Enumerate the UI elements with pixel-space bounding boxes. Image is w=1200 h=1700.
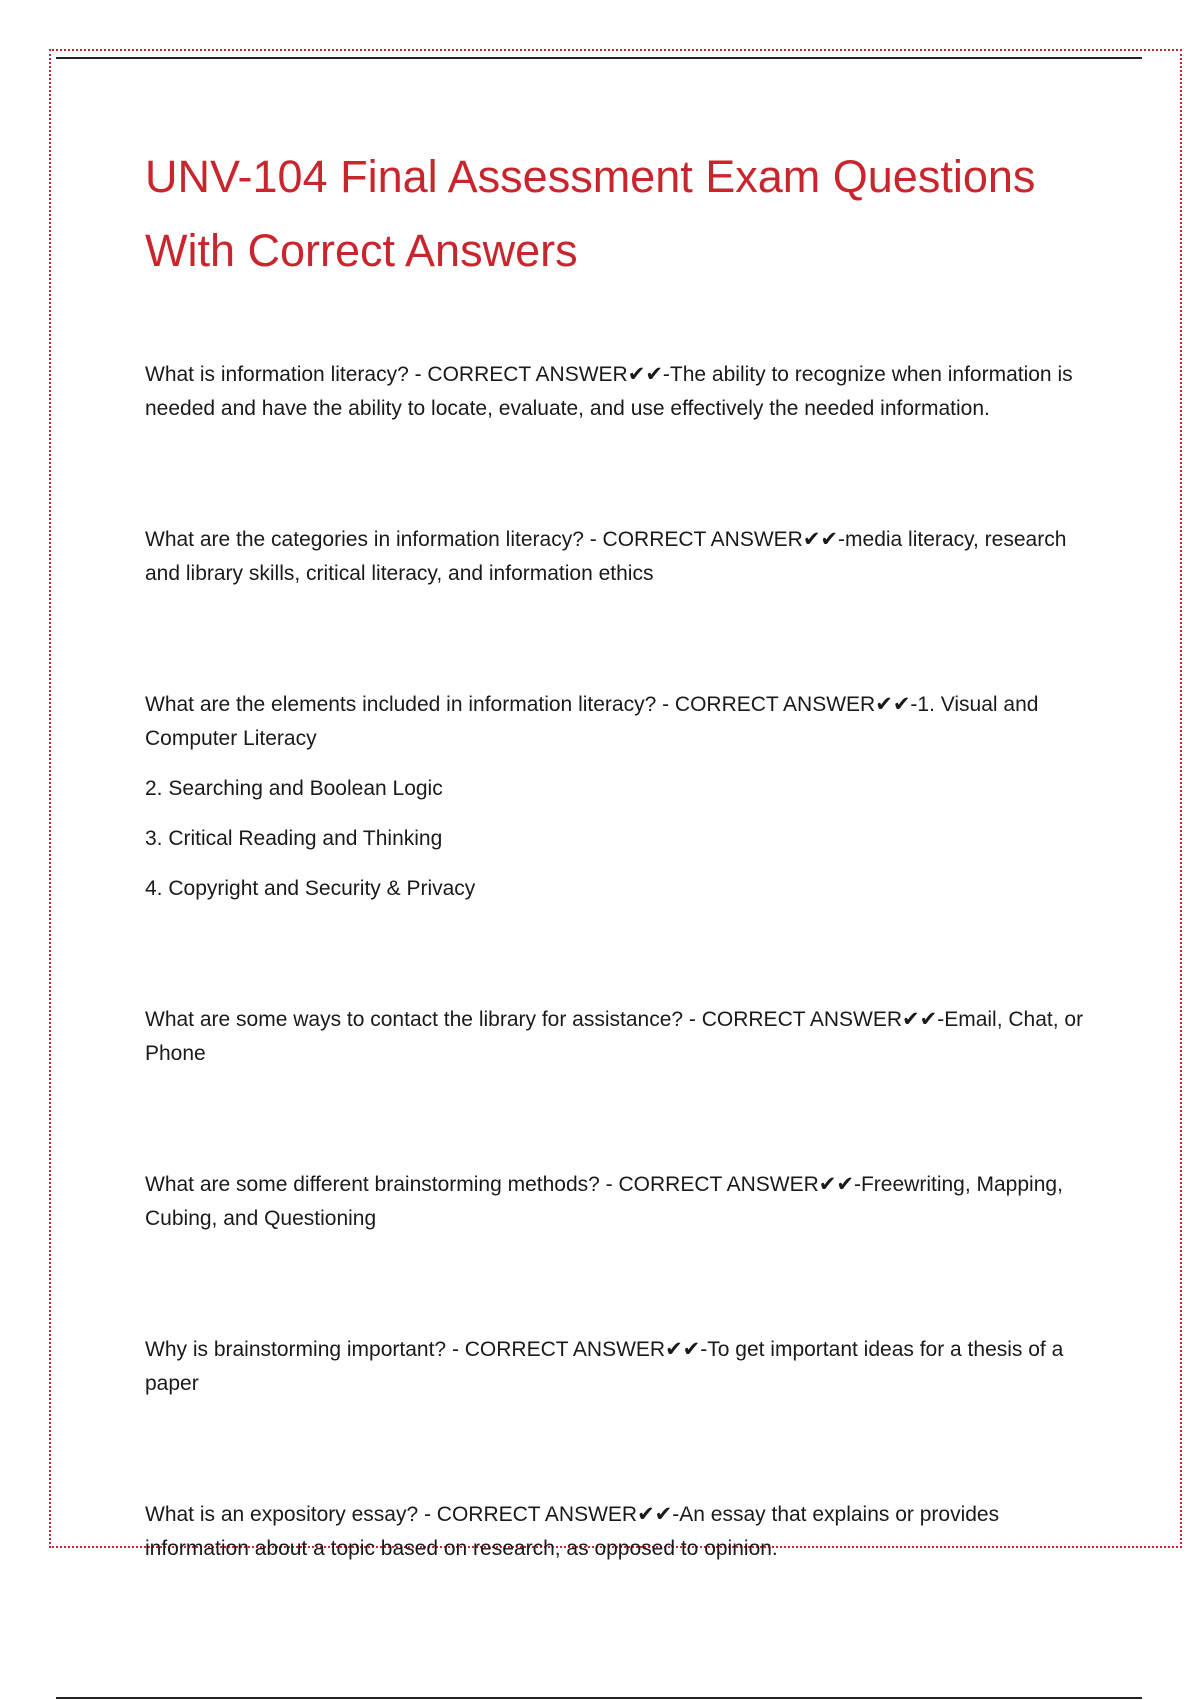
qa-subitem: 3. Critical Reading and Thinking xyxy=(145,827,443,850)
document-body xyxy=(145,140,1105,1663)
qa-item xyxy=(145,1003,1105,1071)
qa-item xyxy=(145,1333,1105,1401)
top-rule xyxy=(56,57,1142,59)
qa-item xyxy=(145,358,1105,426)
qa-text: What are the categories in information literacy? - CORRECT ANSWER✔✔-media literacy, research and library skills, critical literacy, and information ethics xyxy=(145,528,1067,585)
title-line-2: With Correct Answers xyxy=(145,225,578,276)
qa-item xyxy=(145,1498,1105,1566)
qa-text: Why is brainstorming important? - CORRECT ANSWER✔✔-To get important ideas for a thesis of a paper xyxy=(145,1338,1064,1395)
qa-subitem: 4. Copyright and Security & Privacy xyxy=(145,877,476,900)
document-title xyxy=(145,140,1105,288)
bottom-rule xyxy=(56,1697,1142,1699)
qa-text: What are the elements included in information literacy? - CORRECT ANSWER✔✔-1. Visual and Computer Literacy xyxy=(145,693,1039,750)
title-line-1: UNV-104 Final Assessment Exam Questions xyxy=(145,151,1036,202)
qa-item xyxy=(145,523,1105,591)
qa-text: What are some different brainstorming methods? - CORRECT ANSWER✔✔-Freewriting, Mapping, Cubing, and Questioning xyxy=(145,1173,1063,1230)
qa-list xyxy=(145,358,1105,1566)
qa-item xyxy=(145,688,1105,906)
qa-text: What are some ways to contact the library for assistance? - CORRECT ANSWER✔✔-Email, Chat, or Phone xyxy=(145,1008,1084,1065)
qa-text: What is an expository essay? - CORRECT ANSWER✔✔-An essay that explains or provides information about a topic based on research, as opposed to opinion. xyxy=(145,1503,1000,1560)
qa-text: What is information literacy? - CORRECT ANSWER✔✔-The ability to recognize when information is needed and have the ability to locate, evaluate, and use effectively the needed information. xyxy=(145,363,1073,420)
qa-item xyxy=(145,1168,1105,1236)
qa-subitem: 2. Searching and Boolean Logic xyxy=(145,777,443,800)
